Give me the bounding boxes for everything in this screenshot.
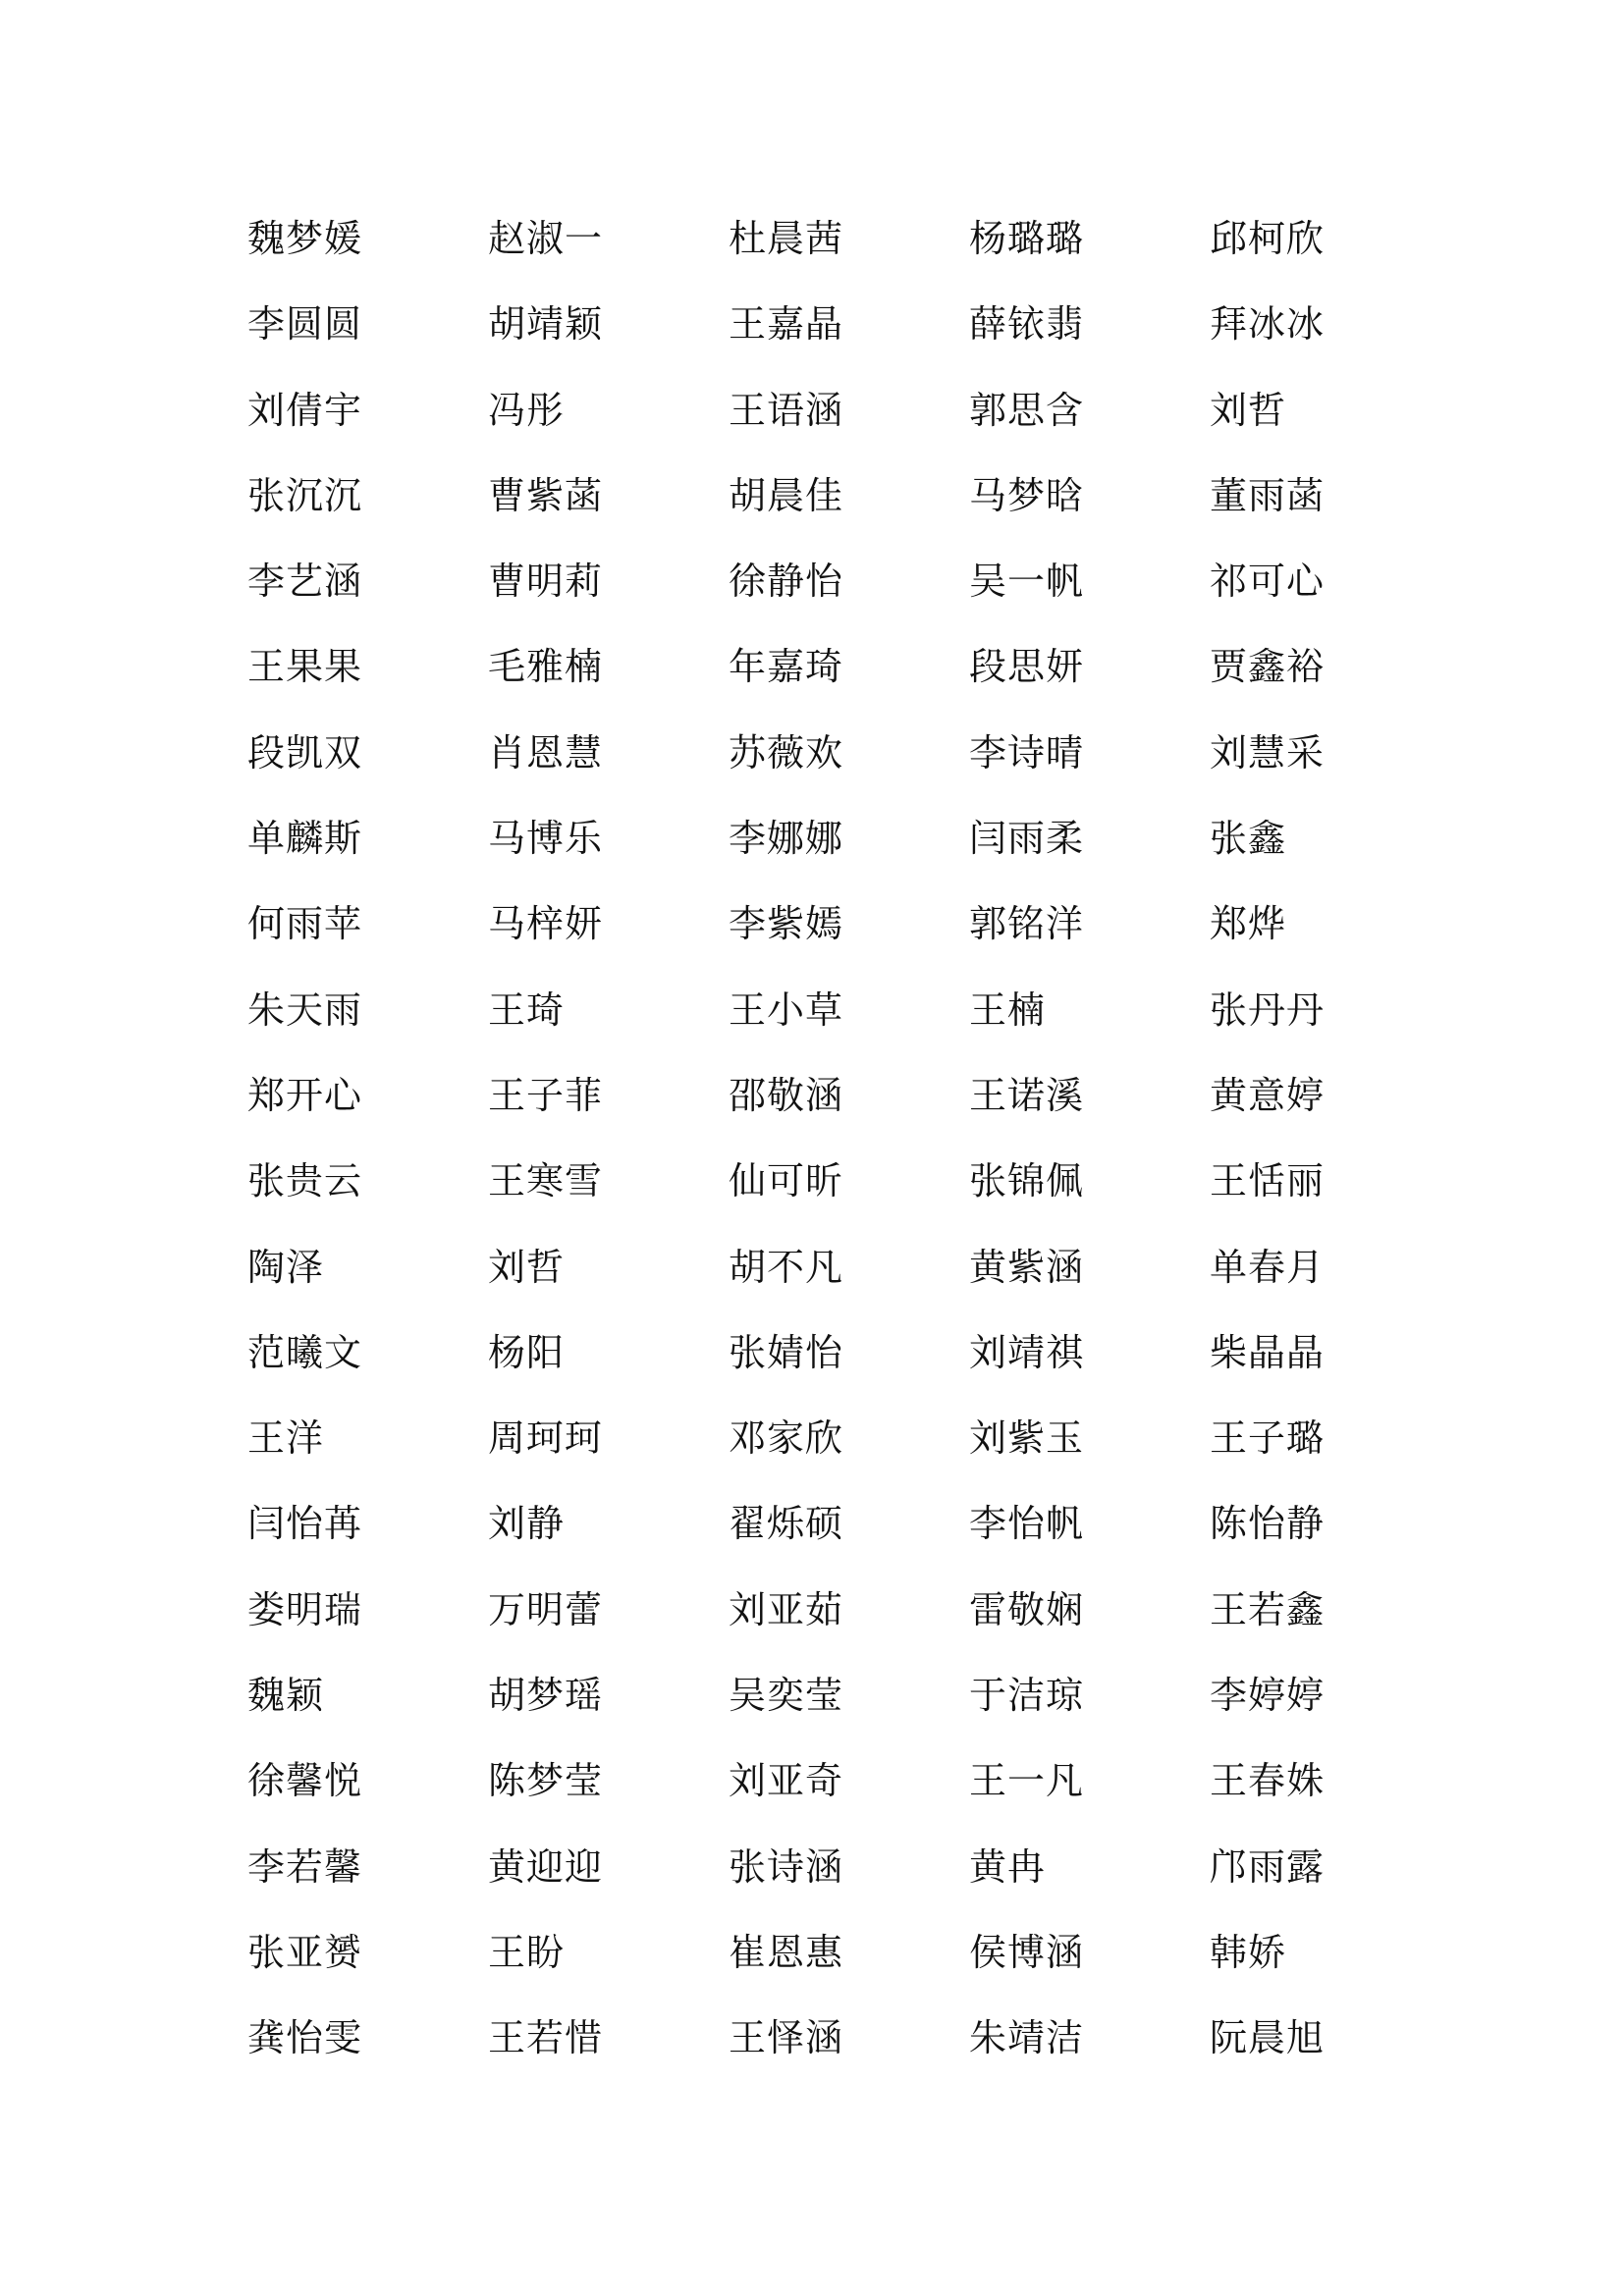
- name-entry: 单春月: [1210, 1245, 1326, 1289]
- name-entry: 王寒雪: [488, 1159, 604, 1203]
- name-entry: 段凯双: [247, 730, 363, 774]
- name-entry: 李圆圆: [247, 302, 363, 347]
- name-entry: 曹明莉: [488, 560, 604, 604]
- name-entry: 雷敬娴: [969, 1587, 1085, 1631]
- name-entry: 祁可心: [1210, 560, 1326, 604]
- name-entry: 张锦佩: [969, 1159, 1085, 1203]
- name-entry: 王子菲: [488, 1073, 604, 1117]
- name-entry: 魏颖: [247, 1674, 325, 1718]
- name-entry: 王嘉晶: [729, 302, 844, 347]
- name-entry: 阮晨旭: [1210, 2016, 1326, 2060]
- name-entry: 李怡帆: [969, 1502, 1085, 1546]
- name-entry: 黄紫涵: [969, 1245, 1085, 1289]
- name-entry: 郑烨: [1210, 902, 1287, 946]
- name-entry: 薛铱翡: [969, 302, 1085, 347]
- name-entry: 黄迎迎: [488, 1844, 604, 1889]
- name-entry: 邵敬涵: [729, 1073, 844, 1117]
- name-entry: 刘亚奇: [729, 1759, 844, 1803]
- name-entry: 张亚赟: [247, 1930, 363, 1974]
- name-entry: 曹紫菡: [488, 473, 604, 517]
- name-entry: 刘哲: [488, 1245, 566, 1289]
- name-entry: 李艺涵: [247, 560, 363, 604]
- name-entry: 杨璐璐: [969, 217, 1085, 260]
- name-entry: 李婷婷: [1210, 1674, 1326, 1718]
- name-entry: 贾鑫裕: [1210, 645, 1326, 689]
- name-entry: 张沉沉: [247, 473, 363, 517]
- name-entry: 何雨苹: [247, 902, 363, 946]
- name-entry: 刘哲: [1210, 388, 1287, 432]
- name-entry: 陈梦莹: [488, 1759, 604, 1803]
- name-entry: 王盼: [488, 1930, 566, 1974]
- name-entry: 魏梦媛: [247, 217, 363, 260]
- name-entry: 娄明瑞: [247, 1587, 363, 1631]
- name-entry: 朱天雨: [247, 988, 363, 1032]
- name-entry: 陈怡静: [1210, 1502, 1326, 1546]
- name-entry: 张鑫: [1210, 817, 1287, 861]
- name-entry: 于洁琼: [969, 1674, 1085, 1718]
- name-entry: 陶泽: [247, 1245, 325, 1289]
- name-entry: 王恬丽: [1210, 1159, 1326, 1203]
- name-entry: 吴奕莹: [729, 1674, 844, 1718]
- name-entry: 徐馨悦: [247, 1759, 363, 1803]
- name-entry: 徐静怡: [729, 560, 844, 604]
- name-entry: 王诺溪: [969, 1073, 1085, 1117]
- name-entry: 邓家欣: [729, 1416, 844, 1461]
- name-entry: 刘亚茹: [729, 1587, 844, 1631]
- name-entry: 王子璐: [1210, 1416, 1326, 1461]
- name-entry: 侯博涵: [969, 1930, 1085, 1974]
- name-entry: 韩娇: [1210, 1930, 1287, 1974]
- name-entry: 王春姝: [1210, 1759, 1326, 1803]
- name-entry: 胡不凡: [729, 1245, 844, 1289]
- name-entry: 王一凡: [969, 1759, 1085, 1803]
- name-entry: 李诗晴: [969, 730, 1085, 774]
- name-entry: 胡梦瑶: [488, 1674, 604, 1718]
- name-entry: 李若馨: [247, 1844, 363, 1889]
- name-entry: 王楠: [969, 988, 1047, 1032]
- name-entry: 郭思含: [969, 388, 1085, 432]
- name-entry: 刘紫玉: [969, 1416, 1085, 1461]
- name-entry: 李紫嫣: [729, 902, 844, 946]
- name-entry: 邱柯欣: [1210, 217, 1326, 260]
- name-entry: 崔恩惠: [729, 1930, 844, 1974]
- name-entry: 张诗涵: [729, 1844, 844, 1889]
- name-entry: 翟烁硕: [729, 1502, 844, 1546]
- name-entry: 张丹丹: [1210, 988, 1326, 1032]
- name-entry: 刘静: [488, 1502, 566, 1546]
- name-entry: 黄冉: [969, 1844, 1047, 1889]
- name-entry: 赵淑一: [488, 217, 604, 260]
- name-entry: 柴晶晶: [1210, 1330, 1326, 1374]
- name-entry: 王洋: [247, 1416, 325, 1461]
- name-entry: 王怿涵: [729, 2016, 844, 2060]
- name-entry: 仙可昕: [729, 1159, 844, 1203]
- name-entry: 马梓妍: [488, 902, 604, 946]
- name-entry: 拜冰冰: [1210, 302, 1326, 347]
- name-entry: 周珂珂: [488, 1416, 604, 1461]
- name-entry: 万明蕾: [488, 1587, 604, 1631]
- name-entry: 段思妍: [969, 645, 1085, 689]
- name-entry: 冯彤: [488, 388, 566, 432]
- name-entry: 王若惜: [488, 2016, 604, 2060]
- name-entry: 郭铭洋: [969, 902, 1085, 946]
- name-entry: 王小草: [729, 988, 844, 1032]
- name-entry: 王果果: [247, 645, 363, 689]
- name-list-grid: [247, 208, 1450, 2094]
- name-entry: 邝雨露: [1210, 1844, 1326, 1889]
- name-entry: 刘慧采: [1210, 730, 1326, 774]
- name-entry: 张婧怡: [729, 1330, 844, 1374]
- name-entry: 李娜娜: [729, 817, 844, 861]
- name-entry: 朱靖洁: [969, 2016, 1085, 2060]
- name-entry: 郑开心: [247, 1073, 363, 1117]
- name-entry: 吴一帆: [969, 560, 1085, 604]
- name-entry: 闫怡苒: [247, 1502, 363, 1546]
- name-entry: 单麟斯: [247, 817, 363, 861]
- name-entry: 黄意婷: [1210, 1073, 1326, 1117]
- name-entry: 苏薇欢: [729, 730, 844, 774]
- name-entry: 马博乐: [488, 817, 604, 861]
- name-entry: 马梦晗: [969, 473, 1085, 517]
- name-entry: 年嘉琦: [729, 645, 844, 689]
- name-entry: 杜晨茜: [729, 217, 844, 260]
- name-entry: 王琦: [488, 988, 566, 1032]
- name-entry: 范曦文: [247, 1330, 363, 1374]
- name-entry: 肖恩慧: [488, 730, 604, 774]
- name-entry: 刘倩宇: [247, 388, 363, 432]
- name-entry: 张贵云: [247, 1159, 363, 1203]
- name-entry: 胡晨佳: [729, 473, 844, 517]
- name-entry: 董雨菡: [1210, 473, 1326, 517]
- name-entry: 龚怡雯: [247, 2016, 363, 2060]
- name-entry: 闫雨柔: [969, 817, 1085, 861]
- name-entry: 王若鑫: [1210, 1587, 1326, 1631]
- name-entry: 杨阳: [488, 1330, 566, 1374]
- name-entry: 刘靖祺: [969, 1330, 1085, 1374]
- name-entry: 毛雅楠: [488, 645, 604, 689]
- name-entry: 王语涵: [729, 388, 844, 432]
- name-entry: 胡靖颖: [488, 302, 604, 347]
